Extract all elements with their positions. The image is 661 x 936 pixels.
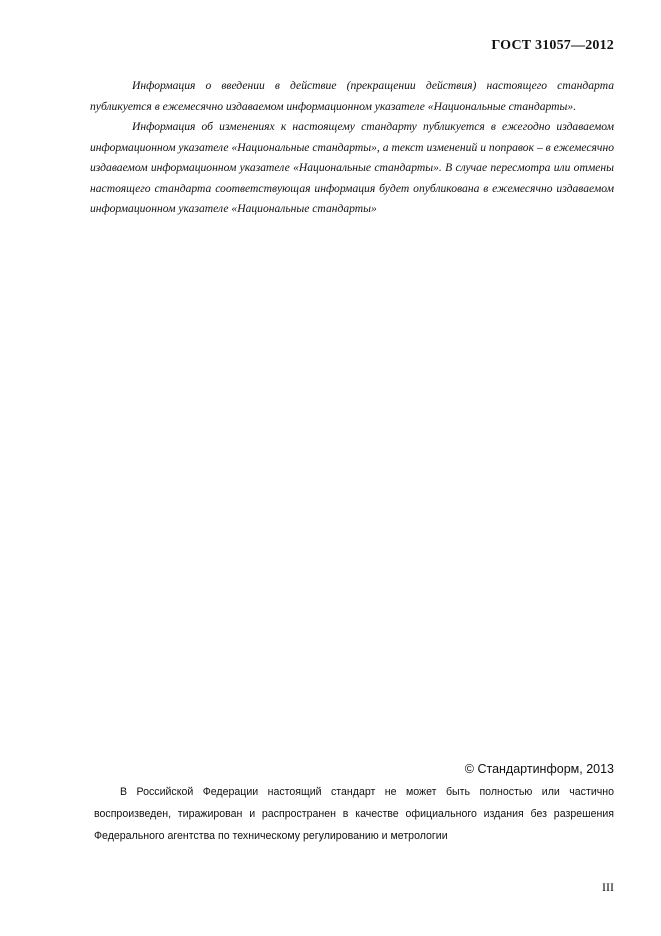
document-standard-code: ГОСТ 31057—2012 — [491, 38, 614, 53]
page-number: III — [602, 880, 614, 894]
intro-paragraph-amendments: Информация об изменениях к настоящему стандарту публикуется в ежегодно издаваемом информационном указателе «Национальные стандарты», а текст изменений и поправок – в ежемесячно издаваемом информационном указателе «Национальные стандарты». В случае пересмотра или отмены настоящего стандарта соответствующая информация будет опубликована в ежемесячно издаваемом информационном указателе «Национальные стандарты» — [90, 120, 614, 215]
intro-paragraph-enactment: Информация о введении в действие (прекращении действия) настоящего стандарта публикуется в ежемесячно издаваемом информационном указателе «Национальные стандарты». — [90, 79, 614, 113]
legal-notice-text: В Российской Федерации настоящий стандарт не может быть полностью или частично воспроизведен, тиражирован и распространен в качестве официального издания без разрешения Федерального агентства по техническому регулированию и метрологии — [94, 786, 614, 842]
intro-section — [90, 76, 614, 220]
legal-notice-section — [94, 781, 614, 847]
copyright-notice: © Стандартинформ, 2013 — [464, 762, 614, 776]
